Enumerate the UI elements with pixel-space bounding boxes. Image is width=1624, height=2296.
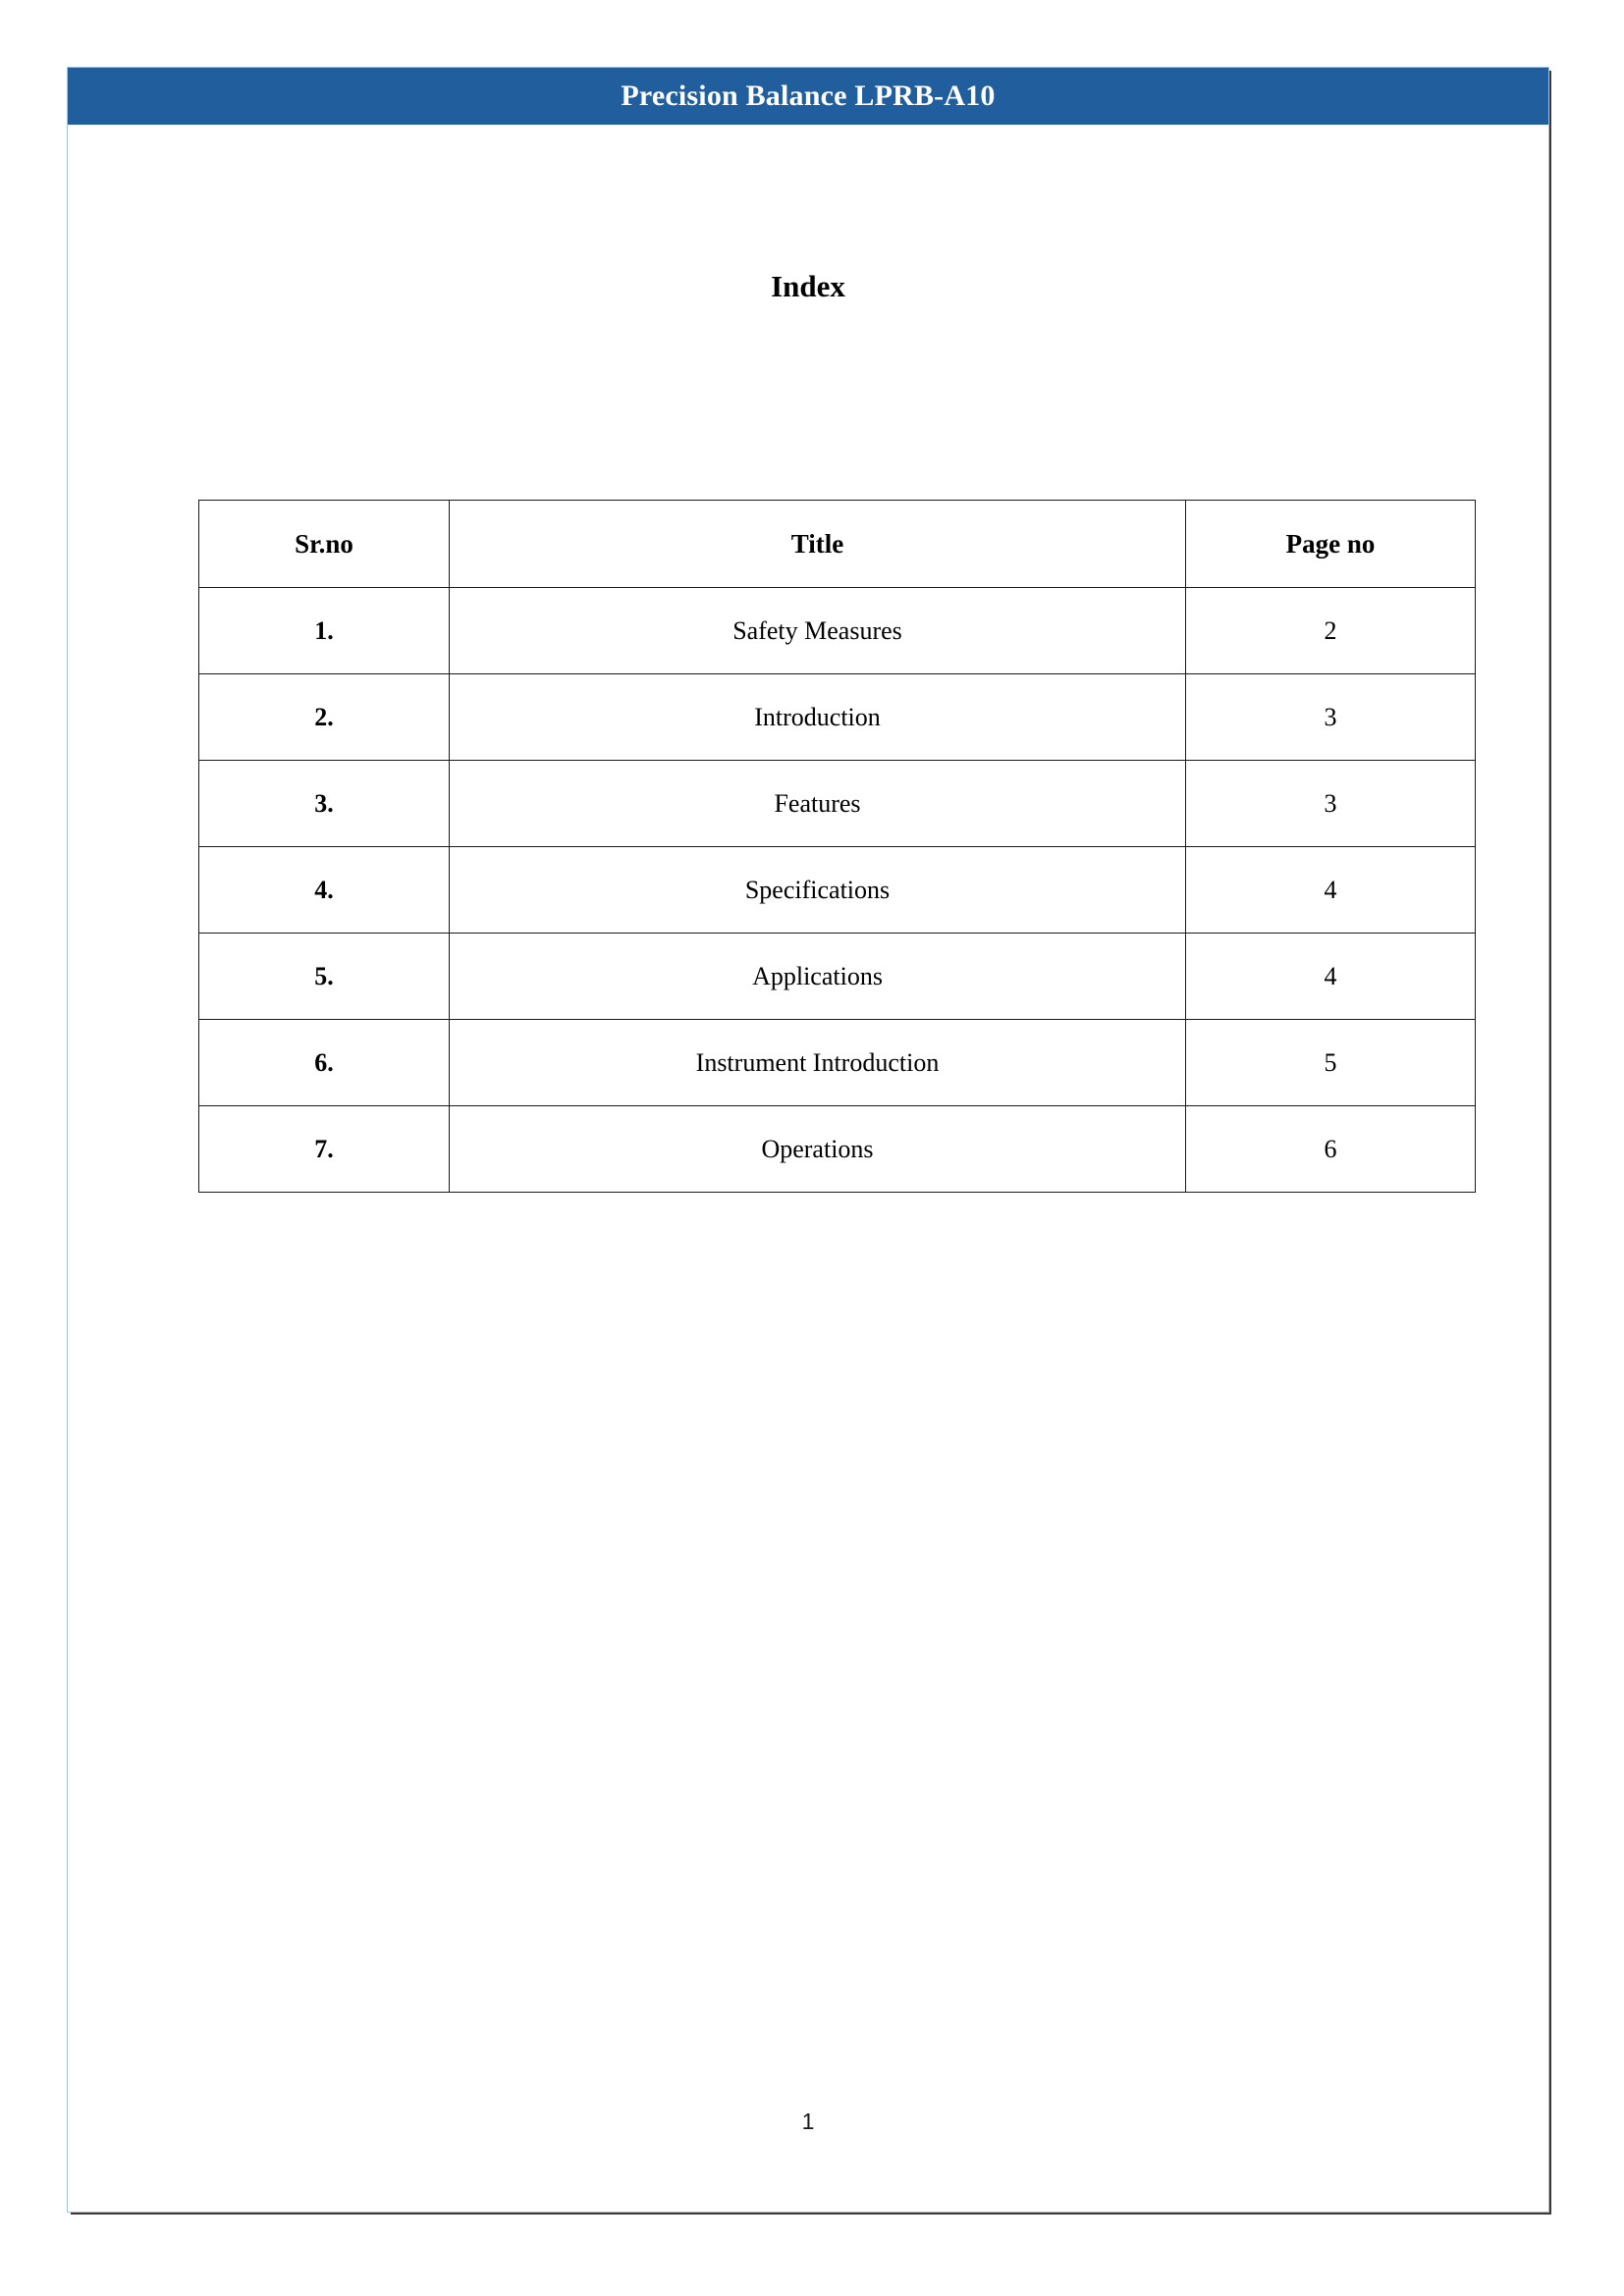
cell-title: Features	[450, 761, 1186, 847]
column-header-title: Title	[450, 501, 1186, 588]
page-footer	[68, 2109, 1548, 2135]
table-row	[199, 588, 1476, 674]
cell-sr-no: 6.	[199, 1020, 450, 1106]
cell-page-no: 4	[1186, 934, 1476, 1020]
cell-page-no: 2	[1186, 588, 1476, 674]
cell-sr-no: 5.	[199, 934, 450, 1020]
document-header-band	[68, 68, 1548, 125]
cell-page-no: 4	[1186, 847, 1476, 934]
footer-page-number: 1	[801, 2109, 815, 2134]
cell-title: Safety Measures	[450, 588, 1186, 674]
table-row	[199, 674, 1476, 761]
page-content	[68, 125, 1548, 2212]
table-row	[199, 761, 1476, 847]
cell-title: Instrument Introduction	[450, 1020, 1186, 1106]
cell-page-no: 6	[1186, 1106, 1476, 1193]
cell-sr-no: 7.	[199, 1106, 450, 1193]
page-title: Index	[771, 269, 845, 303]
document-header-title: Precision Balance LPRB-A10	[621, 80, 996, 112]
index-table-container	[198, 500, 1475, 1193]
table-row	[199, 1020, 1476, 1106]
cell-page-no: 3	[1186, 674, 1476, 761]
cell-title: Specifications	[450, 847, 1186, 934]
table-row	[199, 1106, 1476, 1193]
index-table	[198, 500, 1476, 1193]
cell-title: Operations	[450, 1106, 1186, 1193]
cell-sr-no: 2.	[199, 674, 450, 761]
index-table-body	[199, 588, 1476, 1193]
cell-title: Introduction	[450, 674, 1186, 761]
table-row	[199, 847, 1476, 934]
table-header-row	[199, 501, 1476, 588]
index-table-head	[199, 501, 1476, 588]
cell-page-no: 3	[1186, 761, 1476, 847]
cell-sr-no: 3.	[199, 761, 450, 847]
table-row	[199, 934, 1476, 1020]
cell-sr-no: 1.	[199, 588, 450, 674]
column-header-sr-no: Sr.no	[199, 501, 450, 588]
cell-sr-no: 4.	[199, 847, 450, 934]
cell-page-no: 5	[1186, 1020, 1476, 1106]
document-page	[67, 67, 1549, 2213]
cell-title: Applications	[450, 934, 1186, 1020]
column-header-page-no: Page no	[1186, 501, 1476, 588]
